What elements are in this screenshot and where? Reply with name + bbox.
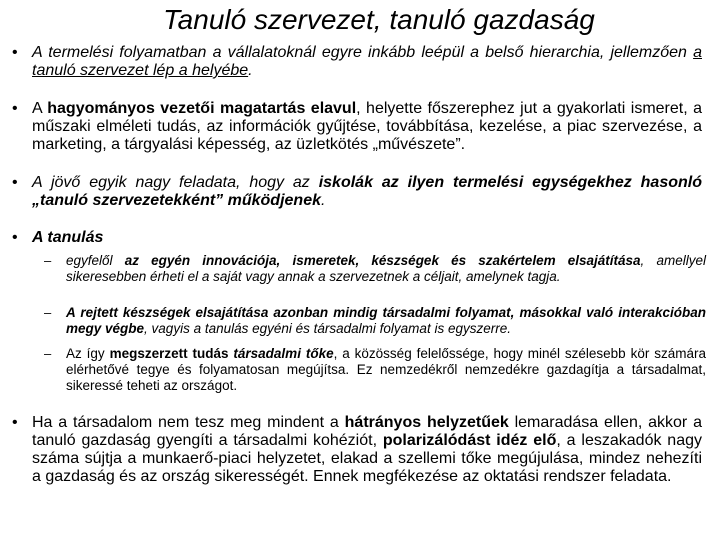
bullet-text: A termelési folyamatban a vállalatoknál egyre inkább leépül a belső hierarchia, jellemzően a tanuló szervezet lép a helyébe. [32,44,702,79]
dash-icon: – [44,253,52,268]
bullet-text: A hagyományos vezetői magatartás elavul, helyette főszerephez jut a gyakorlati ismeret, a műszaki elméleti tudás, az információk gyűjtése, továbbítása, kezelése, a piac szervezése, a marketing, a tárgyalási képesség, az üzletkötés „művészete”. [32,100,703,153]
bullet-icon: • [12,100,18,117]
subbullet-text: egyfelől az egyén innovációja, ismeretek, készségek és szakértelem elsajátítása, amellyel sikeresebben érheti el a saját vagy annak a szervezetnek a céljait, amelynek tagja. [66,253,706,284]
subbullet-text: A rejtett készségek elsajátítása azonban mindig társadalmi folyamat, másokkal való interakcióban megy végbe, vagyis a tanulás egyéni és társadalmi folyamat is egyszerre. [66,305,706,336]
bullet-schools [12,174,702,210]
bullet-icon: • [12,229,18,246]
dash-icon: – [44,346,52,361]
dash-icon: – [44,305,52,320]
subbullet-individual [44,253,706,285]
subbullet-social-process [44,305,706,337]
bullet-text: A jövő egyik nagy feladata, hogy az iskolák az ilyen termelési egységekhez hasonló „tanuló szervezetekként” működjenek. [32,174,702,209]
slide-title: Tanuló szervezet, tanuló gazdaság [163,4,595,35]
bullet-text: A tanulás [32,229,104,246]
bullet-icon: • [12,44,18,61]
bullet-learning [12,229,702,247]
bullet-text: Ha a társadalom nem tesz meg mindent a hátrányos helyzetűek lemaradása ellen, akkor a tanuló gazdaság gyengíti a társadalmi kohéziót, polarizálódást idéz elő, a leszakadók nagy száma sújtja a munkaerő-piaci helyzetet, elakad a szellemi tőke megújulása, mindez nehezíti a gazdaság és az ország sikerességét. Ennek megfékezése az oktatási rendszer feladata. [32,414,703,485]
bullet-disadvantaged [12,414,702,486]
subbullet-social-capital [44,346,706,394]
bullet-leadership [12,100,702,154]
bullet-icon: • [12,174,18,191]
subbullet-text: Az így megszerzett tudás társadalmi tőke, a közösség felelőssége, hogy minél szélesebb kör számára elérhetővé tegye és folyamatosan megújítsa. Ez nemzedékről nemzedékre gazdagítja a társadalmat, sikeressé teheti az országot. [66,346,706,393]
bullet-hierarchy [12,44,702,80]
bullet-icon: • [12,414,18,431]
